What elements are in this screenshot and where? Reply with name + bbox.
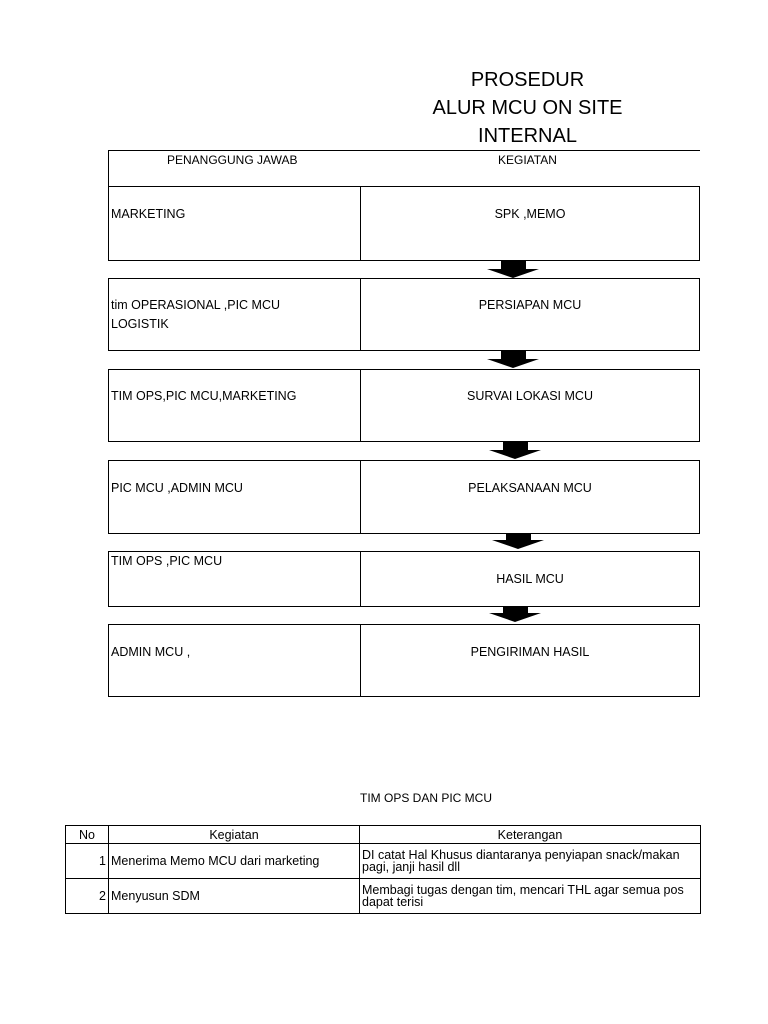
flow-kegiatan-cell	[360, 278, 700, 351]
flow-pj-text: ADMIN MCU ,	[111, 645, 191, 659]
flow-kegiatan-text: PELAKSANAAN MCU	[468, 481, 592, 495]
down-arrow-icon	[501, 351, 526, 359]
header-kegiatan: KEGIATAN	[498, 153, 557, 167]
flow-pj-text: tim OPERASIONAL ,PIC MCU	[111, 298, 281, 312]
flow-kegiatan-cell	[360, 624, 700, 697]
table-cell-no: 2	[66, 879, 109, 914]
down-arrow-icon	[503, 442, 528, 450]
table-cell-no: 1	[66, 844, 109, 879]
table-cell-kegiatan: Menyusun SDM	[109, 879, 360, 914]
down-arrow-head-icon	[492, 540, 544, 549]
flow-kegiatan-cell	[360, 551, 700, 607]
flow-kegiatan-text: SPK ,MEMO	[494, 207, 566, 221]
flow-pj-text: MARKETING	[111, 207, 186, 221]
flow-kegiatan-text: PENGIRIMAN HASIL	[470, 645, 590, 659]
page-title-line-1: PROSEDUR	[470, 69, 585, 91]
table-header-keterangan: Keterangan	[360, 826, 701, 844]
flow-pj-text-line-2: LOGISTIK	[111, 317, 169, 331]
down-arrow-icon	[501, 261, 526, 269]
down-arrow-head-icon	[487, 269, 539, 278]
header-left-border	[108, 150, 109, 187]
table-cell-keterangan: DI catat Hal Khusus diantaranya penyiapan snack/makan pagi, janji hasil dll	[360, 844, 701, 879]
flow-kegiatan-text: PERSIAPAN MCU	[478, 298, 582, 312]
flow-kegiatan-cell	[360, 460, 700, 534]
down-arrow-head-icon	[489, 613, 541, 622]
flow-pj-cell	[108, 369, 361, 442]
activity-table	[65, 825, 701, 914]
page-title-line-2: ALUR MCU ON SITE	[432, 97, 623, 119]
down-arrow-head-icon	[489, 450, 541, 459]
table-row	[66, 844, 701, 879]
flow-pj-cell	[108, 186, 361, 261]
page-title-line-3: INTERNAL	[478, 125, 577, 147]
table-cell-keterangan: Membagi tugas dengan tim, mencari THL agar semua pos dapat terisi	[360, 879, 701, 914]
table-cell-kegiatan: Menerima Memo MCU dari marketing	[109, 844, 360, 879]
flow-kegiatan-cell	[360, 186, 700, 261]
table-header-row	[66, 826, 701, 844]
flow-kegiatan-text: SURVAI LOKASI MCU	[467, 389, 593, 403]
flow-pj-text: PIC MCU ,ADMIN MCU	[111, 481, 243, 495]
flow-pj-cell	[108, 460, 361, 534]
down-arrow-head-icon	[487, 359, 539, 368]
flow-pj-text: TIM OPS ,PIC MCU	[111, 554, 223, 568]
header-top-border	[108, 150, 700, 151]
header-penanggung-jawab: PENANGGUNG JAWAB	[167, 153, 298, 167]
flow-pj-text: TIM OPS,PIC MCU,MARKETING	[111, 389, 297, 403]
table-row	[66, 879, 701, 914]
flow-pj-cell	[108, 624, 361, 697]
flow-pj-cell	[108, 278, 361, 351]
table-header-kegiatan: Kegiatan	[109, 826, 360, 844]
flow-kegiatan-text: HASIL MCU	[496, 572, 564, 586]
flow-kegiatan-cell	[360, 369, 700, 442]
table-header-no: No	[66, 826, 109, 844]
section-title: TIM OPS DAN PIC MCU	[360, 791, 493, 805]
flow-pj-cell	[108, 551, 361, 607]
